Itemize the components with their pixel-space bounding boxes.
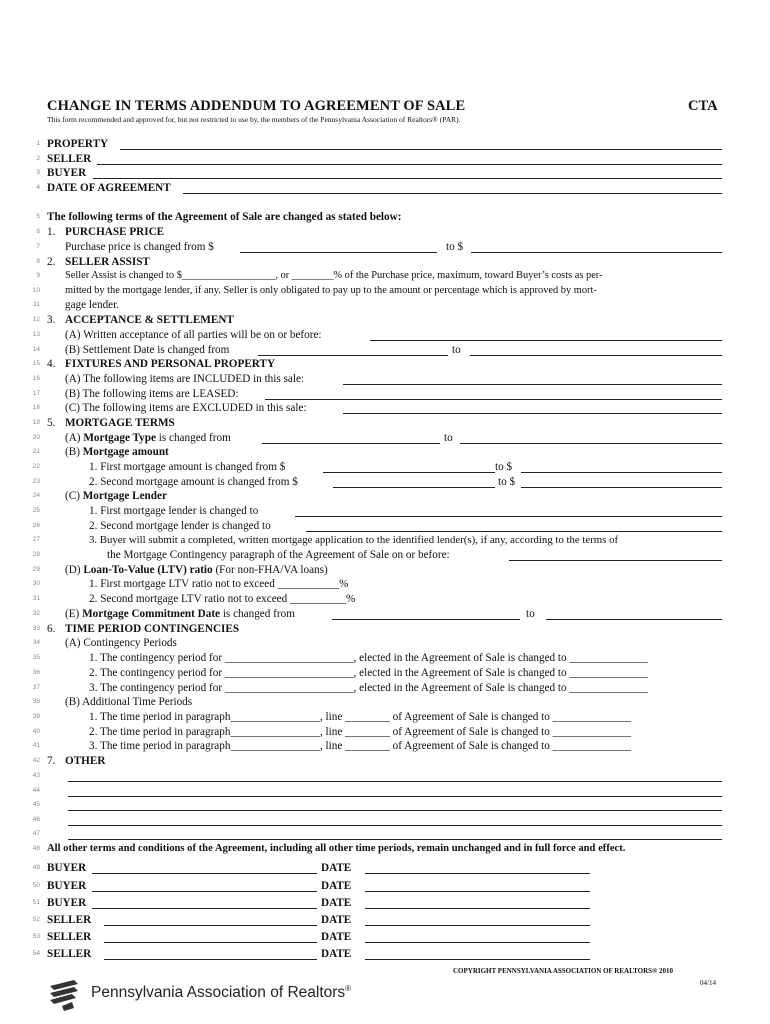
purchase-price-heading (0, 225, 770, 239)
first-mortgage-amount-text: 1. First mortgage amount is changed from $ (89, 461, 286, 473)
date-of-agreement-field[interactable] (183, 193, 722, 194)
line-number: 41 (32, 742, 40, 749)
line-number: 28 (32, 551, 40, 558)
additional-periods-text: (B) Additional Time Periods (65, 696, 193, 708)
contingency-item-text: 3. The contingency period for _______________________, elected in the Agreement of Sale is changed to ______________ (89, 682, 648, 694)
mortgage-type-from-field[interactable] (262, 443, 440, 444)
other-line (0, 798, 770, 812)
second-ltv-text: 2. Second mortgage LTV ratio not to exceed __________% (89, 593, 356, 605)
signature-field[interactable] (104, 942, 317, 943)
to-text: to (444, 432, 453, 444)
buyer-label: BUYER (47, 167, 87, 179)
time-period-item-line (0, 710, 770, 724)
contingency-item-text: 2. The contingency period for _______________________, elected in the Agreement of Sale is changed to ______________ (89, 667, 648, 679)
signature-field[interactable] (92, 873, 317, 874)
included-items-field[interactable] (343, 384, 722, 385)
second-amount-from-field[interactable] (333, 487, 495, 488)
intro-line (0, 210, 770, 224)
signature-line (0, 930, 770, 944)
line-number: 20 (32, 434, 40, 441)
second-lender-field[interactable] (306, 531, 722, 532)
section-number: 3. (47, 314, 56, 326)
form-subtitle: This form recommended and approved for, but not restricted to use by, the members of the Pennsylvania Association of Realtors® (PAR). (47, 115, 461, 124)
seller-line (0, 152, 770, 166)
purchase-price-text: Purchase price is changed from $ (65, 241, 214, 253)
section-number: 1. (47, 226, 56, 238)
section-heading: ACCEPTANCE & SETTLEMENT (65, 314, 234, 326)
line-number: 43 (32, 772, 40, 779)
line-number: 26 (32, 522, 40, 529)
line-number: 9 (36, 272, 40, 279)
signature-role: BUYER (47, 897, 87, 909)
line-number: 54 (32, 950, 40, 957)
to-dollar-text: to $ (495, 461, 513, 473)
line-number: 47 (32, 830, 40, 837)
line-number: 48 (32, 845, 40, 852)
line-number: 51 (32, 899, 40, 906)
line-number: 39 (32, 713, 40, 720)
signature-role: SELLER (47, 931, 92, 943)
commitment-date-line (0, 607, 770, 621)
signature-date-field[interactable] (365, 925, 590, 926)
ltv-text: (D) Loan-To-Value (LTV) ratio (For non-FHA/VA loans) (65, 564, 328, 576)
signature-line (0, 879, 770, 893)
intro-text: The following terms of the Agreement of Sale are changed as stated below: (47, 211, 402, 223)
signature-line (0, 861, 770, 875)
time-period-item-text: 2. The time period in paragraph________________, line ________ of Agreement of Sale is changed to ______________ (89, 726, 631, 738)
buyer-field[interactable] (93, 178, 722, 179)
commitment-date-text: (E) Mortgage Commitment Date is changed from (65, 608, 295, 620)
section-heading: TIME PERIOD CONTINGENCIES (65, 623, 240, 635)
line-number: 33 (32, 625, 40, 632)
signature-role: SELLER (47, 948, 92, 960)
other-line (0, 813, 770, 827)
line-number: 42 (32, 757, 40, 764)
line-number: 38 (32, 698, 40, 705)
time-period-item-text: 3. The time period in paragraph________________, line ________ of Agreement of Sale is changed to ______________ (89, 740, 631, 752)
excluded-items-field[interactable] (343, 413, 722, 414)
line-number: 5 (36, 213, 40, 220)
fixtures-c-text: (C) The following items are EXCLUDED in this sale: (65, 402, 307, 414)
commitment-to-field[interactable] (546, 619, 722, 620)
first-lender-line (0, 504, 770, 518)
seller-field[interactable] (97, 164, 722, 165)
time-period-item-line (0, 739, 770, 753)
section-number: 6. (47, 623, 56, 635)
property-field[interactable] (120, 149, 722, 150)
date-label: DATE (321, 880, 352, 892)
line-number: 36 (32, 669, 40, 676)
line-number: 7 (36, 243, 40, 250)
fixtures-c-line (0, 401, 770, 415)
form-code: CTA (688, 98, 718, 114)
mortgage-application-line (0, 548, 770, 562)
purchase-price-line (0, 240, 770, 254)
line-number: 40 (32, 728, 40, 735)
first-amount-to-field[interactable] (521, 472, 722, 473)
buyer-line (0, 166, 770, 180)
seller-assist-text: mitted by the mortgage lender, if any. Seller is only obligated to pay up to the amount or percentage which is approved by mort- (65, 285, 597, 296)
signature-field[interactable] (92, 891, 317, 892)
mortgage-amount-line (0, 445, 770, 459)
fixtures-b-text: (B) The following items are LEASED: (65, 388, 239, 400)
date-label: DATE (321, 948, 352, 960)
ltv-line (0, 563, 770, 577)
section-heading: FIXTURES AND PERSONAL PROPERTY (65, 358, 276, 370)
settlement-to-field[interactable] (470, 355, 722, 356)
line-number: 2 (36, 155, 40, 162)
section-heading: MORTGAGE TERMS (65, 417, 175, 429)
to-dollar-text: to $ (498, 476, 516, 488)
section-heading: SELLER ASSIST (65, 256, 150, 268)
fixtures-a-text: (A) The following items are INCLUDED in this sale: (65, 373, 305, 385)
additional-periods-line (0, 695, 770, 709)
date-label: DATE (321, 897, 352, 909)
first-mortgage-amount-line (0, 460, 770, 474)
contingency-item-line (0, 681, 770, 695)
seller-assist-text: gage lender. (65, 299, 120, 311)
to-text: to (452, 344, 461, 356)
organization-name: Pennsylvania Association of Realtors® (91, 984, 352, 1002)
seller-assist-line (0, 298, 770, 312)
acceptance-heading (0, 313, 770, 327)
signature-line (0, 896, 770, 910)
line-number: 37 (32, 684, 40, 691)
mortgage-amount-text: (B) Mortgage amount (65, 446, 169, 458)
signature-role: SELLER (47, 914, 92, 926)
fixtures-heading (0, 357, 770, 371)
time-period-item-line (0, 725, 770, 739)
second-ltv-line (0, 592, 770, 606)
line-number: 23 (32, 478, 40, 485)
contingency-item-line (0, 651, 770, 665)
line-number: 49 (32, 864, 40, 871)
mortgage-type-line (0, 431, 770, 445)
line-number: 53 (32, 933, 40, 940)
purchase-price-from-field[interactable] (240, 252, 437, 253)
date-of-agreement-label: DATE OF AGREEMENT (47, 182, 171, 194)
signature-date-field[interactable] (365, 873, 590, 874)
other-line (0, 784, 770, 798)
line-number: 11 (33, 301, 40, 308)
date-of-agreement-line (0, 181, 770, 195)
contingency-periods-text: (A) Contingency Periods (65, 637, 177, 649)
line-number: 45 (32, 801, 40, 808)
leased-items-field[interactable] (265, 399, 722, 400)
property-label: PROPERTY (47, 138, 109, 150)
section-number: 5. (47, 417, 56, 429)
section-heading: PURCHASE PRICE (65, 226, 165, 238)
second-lender-line (0, 519, 770, 533)
to-text: to $ (446, 241, 464, 253)
acceptance-b-text: (B) Settlement Date is changed from (65, 344, 230, 356)
other-field[interactable] (68, 796, 722, 797)
line-number: 52 (32, 916, 40, 923)
settlement-from-field[interactable] (258, 355, 448, 356)
second-mortgage-amount-text: 2. Second mortgage amount is changed from $ (89, 476, 298, 488)
signature-field[interactable] (104, 925, 317, 926)
section-number: 2. (47, 256, 56, 268)
mortgage-lender-text: (C) Mortgage Lender (65, 490, 167, 502)
copyright-text: COPYRIGHT PENNSYLVANIA ASSOCIATION OF REALTORS® 2010 (453, 967, 674, 975)
line-number: 4 (36, 184, 40, 191)
closing-text: All other terms and conditions of the Agreement, including all other time periods, remain unchanged and in full force and effect. (47, 843, 626, 854)
first-ltv-line (0, 577, 770, 591)
line-number: 12 (32, 316, 40, 323)
line-number: 32 (32, 610, 40, 617)
line-number: 25 (32, 507, 40, 514)
signature-date-field[interactable] (365, 891, 590, 892)
signature-date-field[interactable] (365, 942, 590, 943)
line-number: 30 (32, 580, 40, 587)
line-number: 31 (32, 595, 40, 602)
line-number: 18 (32, 404, 40, 411)
commitment-from-field[interactable] (332, 619, 520, 620)
line-number: 24 (32, 492, 40, 499)
to-text: to (526, 608, 535, 620)
signature-field[interactable] (104, 959, 317, 960)
version-text: 04/14 (700, 979, 716, 987)
line-number: 14 (32, 346, 40, 353)
line-number: 8 (36, 258, 40, 265)
contingency-periods-line (0, 636, 770, 650)
section-number: 7. (47, 755, 56, 767)
contingency-item-line (0, 666, 770, 680)
date-label: DATE (321, 862, 352, 874)
signature-role: BUYER (47, 862, 87, 874)
seller-assist-line (0, 284, 770, 298)
date-label: DATE (321, 914, 352, 926)
other-field[interactable] (68, 825, 722, 826)
line-number: 15 (32, 360, 40, 367)
second-mortgage-amount-line (0, 475, 770, 489)
other-line (0, 769, 770, 783)
other-line (0, 827, 770, 841)
first-lender-field[interactable] (295, 516, 722, 517)
contingency-item-text: 1. The contingency period for _______________________, elected in the Agreement of Sale is changed to ______________ (89, 652, 648, 664)
signature-line (0, 913, 770, 927)
acceptance-b-line (0, 343, 770, 357)
date-label: DATE (321, 931, 352, 943)
signature-field[interactable] (92, 908, 317, 909)
line-number: 17 (32, 390, 40, 397)
mortgage-application-text: the Mortgage Contingency paragraph of the Agreement of Sale on or before: (107, 549, 450, 561)
other-heading (0, 754, 770, 768)
closing-line (0, 842, 770, 856)
line-number: 21 (32, 448, 40, 455)
purchase-price-to-field[interactable] (471, 252, 722, 253)
line-number: 19 (32, 419, 40, 426)
fixtures-a-line (0, 372, 770, 386)
acceptance-a-text: (A) Written acceptance of all parties will be on or before: (65, 329, 322, 341)
line-number: 3 (36, 169, 40, 176)
seller-assist-line (0, 269, 770, 283)
line-number: 13 (32, 331, 40, 338)
section-heading: OTHER (65, 755, 106, 767)
signature-date-field[interactable] (365, 908, 590, 909)
property-line (0, 137, 770, 151)
signature-role: BUYER (47, 880, 87, 892)
par-logo-icon (48, 978, 84, 1012)
second-amount-to-field[interactable] (521, 487, 722, 488)
line-number: 6 (36, 228, 40, 235)
line-number: 50 (32, 882, 40, 889)
line-number: 10 (32, 287, 40, 294)
line-number: 1 (36, 140, 40, 147)
first-lender-text: 1. First mortgage lender is changed to (89, 505, 259, 517)
mortgage-type-text: (A) Mortgage Type is changed from (65, 432, 231, 444)
other-field[interactable] (68, 781, 722, 782)
section-number: 4. (47, 358, 56, 370)
acceptance-date-field[interactable] (370, 340, 722, 341)
line-number: 34 (32, 639, 40, 646)
first-ltv-text: 1. First mortgage LTV ratio not to exceed ___________% (89, 578, 349, 590)
seller-assist-heading (0, 255, 770, 269)
seller-label: SELLER (47, 153, 92, 165)
line-number: 27 (32, 536, 40, 543)
other-field[interactable] (68, 810, 722, 811)
mortgage-lender-line (0, 489, 770, 503)
time-period-heading (0, 622, 770, 636)
fixtures-b-line (0, 387, 770, 401)
line-number: 16 (32, 375, 40, 382)
line-number: 44 (32, 787, 40, 794)
application-date-field[interactable] (509, 560, 722, 561)
second-lender-text: 2. Second mortgage lender is changed to (89, 520, 271, 532)
signature-date-field[interactable] (365, 959, 590, 960)
other-field[interactable] (68, 839, 722, 840)
line-number: 29 (32, 566, 40, 573)
time-period-item-text: 1. The time period in paragraph________________, line ________ of Agreement of Sale is changed to ______________ (89, 711, 631, 723)
mortgage-application-line (0, 533, 770, 547)
signature-line (0, 947, 770, 961)
line-number: 22 (32, 463, 40, 470)
first-amount-from-field[interactable] (323, 472, 495, 473)
seller-assist-text: Seller Assist is changed to $__________________, or ________% of the Purchase price, maximum, toward Buyer’s costs as per- (65, 270, 603, 281)
acceptance-a-line (0, 328, 770, 342)
mortgage-application-text: 3. Buyer will submit a completed, written mortgage application to the identified lender(s), if any, according to the terms of (89, 534, 619, 546)
form-title: CHANGE IN TERMS ADDENDUM TO AGREEMENT OF SALE (47, 98, 466, 114)
mortgage-type-to-field[interactable] (460, 443, 722, 444)
line-number: 46 (32, 816, 40, 823)
line-number: 35 (32, 654, 40, 661)
mortgage-heading (0, 416, 770, 430)
